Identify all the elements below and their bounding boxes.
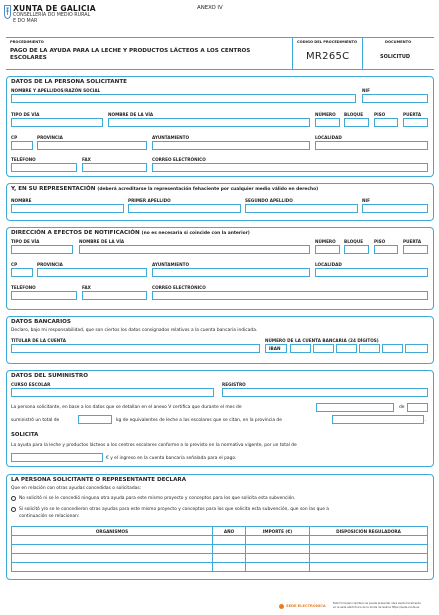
notif-email-field[interactable]: [152, 291, 428, 300]
table-cell[interactable]: [246, 536, 310, 545]
table-row: [12, 554, 428, 563]
code-label: CÓDIGO DEL PROCEDIMIENTO: [297, 40, 357, 44]
school-year-field[interactable]: [11, 388, 214, 397]
table-cell[interactable]: [12, 563, 213, 572]
school-year-label: CURSO ESCOLAR: [11, 382, 51, 387]
floor-label: PISO: [374, 112, 386, 117]
option-no-radio[interactable]: [11, 496, 16, 501]
notification-note: (no es necesaria si coincide con la anterior): [141, 231, 250, 236]
rep-name-label: NOMBRE: [11, 198, 32, 203]
table-header-organisms: ORGANISMOS: [12, 527, 213, 536]
year-field[interactable]: [407, 403, 428, 412]
table-cell[interactable]: [12, 536, 213, 545]
department-name: CONSELLERÍA DO MEDIO RURAL E DO MAR: [13, 13, 91, 24]
declaration-title: LA PERSONA SOLICITANTE O REPRESENTANTE DECLARA: [11, 477, 187, 483]
council-field[interactable]: [152, 141, 310, 150]
door-label: PUERTA: [403, 112, 422, 117]
phone-field[interactable]: [11, 163, 77, 172]
representative-note: (deberá acreditarse la representación fehaciente por cualquier medio válido en derecho): [97, 187, 319, 192]
table-row: [12, 536, 428, 545]
notif-road-name-field[interactable]: [79, 245, 310, 254]
table-cell[interactable]: [246, 554, 310, 563]
sede-label[interactable]: SEDE ELECTRÓNICA: [286, 604, 326, 608]
notif-road-type-field[interactable]: [11, 245, 73, 254]
procedure-label: PROCEDIMIENTO: [10, 40, 44, 44]
footer-text-2: en la sede electrónica de la Xunta de Galicia https://sede.xunta.es: [333, 606, 420, 609]
notif-door-field[interactable]: [403, 245, 428, 254]
option-yes-text-1: Sí solicitó y/o se le concedieron otras ayudas para este mismo proyecto y conceptos para los que solicita esta subvención, que son las que a: [19, 507, 329, 512]
notif-number-label: NÚMERO: [315, 239, 336, 244]
road-type-label: TIPO DE VÍA: [11, 112, 40, 117]
request-text-2: € y el ingreso en la cuenta bancaria señalada para el pago.: [106, 456, 237, 461]
locality-field[interactable]: [315, 141, 428, 150]
xunta-shield-icon: [4, 5, 11, 19]
road-name-field[interactable]: [108, 118, 310, 127]
notif-road-name-label: NOMBRE DE LA VÍA: [79, 239, 125, 244]
table-cell[interactable]: [12, 554, 213, 563]
notif-road-type-label: TIPO DE VÍA: [11, 239, 40, 244]
rep-surname2-label: SEGUNDO APELLIDO: [245, 198, 293, 203]
name-label: NOMBRE Y APELLIDOS/RAZÓN SOCIAL: [11, 88, 101, 93]
option-yes-text-2: continuación se relacionan:: [19, 514, 80, 519]
supply-text-2b: kg de equivalentes de leche a los escolares que se citan, en la provincia de: [116, 418, 282, 423]
request-text-1: La ayuda para la leche y productos lácteos a los centros escolares conforme a lo previsto en la normativa vigente, por un total de: [11, 443, 297, 448]
request-title: SOLICITA: [11, 432, 39, 438]
xunta-logo: [4, 4, 11, 18]
notif-fax-label: FAX: [82, 285, 91, 290]
province-label: PROVINCIA: [37, 135, 63, 140]
phone-label: TELÉFONO: [11, 157, 36, 162]
document-label: DOCUMENTO: [385, 40, 412, 44]
notif-locality-label: LOCALIDAD: [315, 262, 342, 267]
supply-text-2a: suministró un total de: [11, 418, 60, 423]
document-type: SOLICITUD: [380, 54, 411, 60]
notif-province-field[interactable]: [37, 268, 147, 277]
notif-phone-field[interactable]: [11, 291, 77, 300]
rep-name-field[interactable]: [11, 204, 124, 213]
procedure-divider-1: [292, 37, 293, 70]
cp-label: CP: [11, 135, 18, 140]
nif-field[interactable]: [362, 94, 428, 103]
supply-text-1: La persona solicitante, en base a los datos que se detallan en el anexo V certifica que durante el mes de: [11, 405, 242, 410]
procedure-name: PAGO DE LA AYUDA PARA LA LECHE Y PRODUCTOS LÁCTEOS A LOS CENTROS ESCOLARES: [10, 48, 251, 62]
option-yes-radio[interactable]: [11, 507, 16, 512]
account-label: NÚMERO DE LA CUENTA BANCARIA (24 DÍGITOS): [265, 338, 379, 343]
iban-label: IBAN: [269, 346, 281, 351]
register-field[interactable]: [222, 388, 428, 397]
annex-label: ANEXO IV: [197, 5, 223, 11]
locality-label: LOCALIDAD: [315, 135, 342, 140]
rep-surname2-field[interactable]: [245, 204, 358, 213]
option-no-text: No solicitó ni se le concedió ninguna otra ayuda para este mismo proyecto y conceptos para los que solicita esta subvención.: [19, 496, 296, 501]
rep-surname1-label: PRIMER APELLIDO: [128, 198, 171, 203]
table-header-year: AÑO: [213, 527, 246, 536]
table-header-row: [12, 527, 428, 536]
notification-title: [11, 231, 250, 237]
table-cell[interactable]: [213, 554, 246, 563]
notif-cp-label: CP: [11, 262, 18, 267]
notif-door-label: PUERTA: [403, 239, 422, 244]
supply-text-de: de: [399, 405, 405, 410]
notif-province-label: PROVINCIA: [37, 262, 63, 267]
rep-nif-label: NIF: [362, 198, 370, 203]
table-cell[interactable]: [213, 545, 246, 554]
holder-label: TITULAR DE LA CUENTA: [11, 338, 67, 343]
bank-declaration: Declaro, bajo mi responsabilidad, que son ciertos los datos consignados relativos a la cuenta bancaria indicada.: [11, 328, 258, 333]
council-label: AYUNTAMIENTO: [152, 135, 190, 140]
notification-title-text: DIRECCIÓN A EFECTOS DE NOTIFICACIÓN: [11, 230, 140, 236]
account-block-3[interactable]: [336, 344, 357, 353]
cp-field[interactable]: [11, 141, 33, 150]
province-supply-field[interactable]: [332, 415, 427, 424]
table-cell[interactable]: [213, 563, 246, 572]
table-cell[interactable]: [246, 545, 310, 554]
table-header-regulation: DISPOSICIÓN REGULADORA: [310, 527, 428, 536]
applicant-title: DATOS DE LA PERSONA SOLICITANTE: [11, 79, 127, 85]
procedure-divider-2: [362, 37, 363, 70]
notif-council-field[interactable]: [152, 268, 310, 277]
representative-title-text: Y, EN SU REPRESENTACIÓN: [11, 186, 96, 192]
table-cell[interactable]: [310, 536, 428, 545]
road-name-label: NOMBRE DE LA VÍA: [108, 112, 154, 117]
door-field[interactable]: [403, 118, 428, 127]
sede-icon: [279, 604, 284, 609]
logo-text: XUNTA DE GALICIA: [13, 4, 96, 13]
table-cell[interactable]: [246, 563, 310, 572]
month-field[interactable]: [316, 403, 394, 412]
total-amount-field[interactable]: [11, 453, 103, 462]
table-cell[interactable]: [310, 545, 428, 554]
notif-phone-label: TELÉFONO: [11, 285, 36, 290]
notif-council-label: AYUNTAMIENTO: [152, 262, 190, 267]
fax-label: FAX: [82, 157, 91, 162]
table-cell[interactable]: [310, 554, 428, 563]
holder-field[interactable]: [11, 344, 260, 353]
number-label: NÚMERO: [315, 112, 336, 117]
rep-surname1-field[interactable]: [128, 204, 241, 213]
fax-field[interactable]: [82, 163, 147, 172]
notif-block-field[interactable]: [344, 245, 369, 254]
name-field[interactable]: [11, 94, 356, 103]
account-block-5[interactable]: [382, 344, 403, 353]
nif-label: NIF: [362, 88, 370, 93]
table-row: [12, 563, 428, 572]
footer-text-1: Este formulario también se puede presentar obra electrónicamente: [333, 602, 421, 605]
block-field[interactable]: [344, 118, 369, 127]
account-block-4[interactable]: [359, 344, 380, 353]
rep-nif-field[interactable]: [362, 204, 428, 213]
account-block-1[interactable]: [290, 344, 311, 353]
table-cell[interactable]: [12, 545, 213, 554]
floor-field[interactable]: [374, 118, 398, 127]
email-label: CORREO ELECTRÓNICO: [152, 157, 206, 162]
table-cell[interactable]: [310, 563, 428, 572]
table-cell[interactable]: [213, 536, 246, 545]
representative-title: [11, 187, 318, 193]
block-label: BLOQUE: [344, 112, 364, 117]
declaration-question: Que en relación con otras ayudas concedidas o solicitadas:: [11, 486, 142, 491]
notif-fax-field[interactable]: [82, 291, 147, 300]
kg-field[interactable]: [78, 415, 112, 424]
account-block-2[interactable]: [313, 344, 334, 353]
notif-floor-field[interactable]: [374, 245, 398, 254]
notif-floor-label: PISO: [374, 239, 386, 244]
supply-text-2c: .: [425, 418, 427, 423]
table-header-amount: IMPORTE (€): [246, 527, 310, 536]
bank-title: DATOS BANCARIOS: [11, 319, 71, 325]
province-field[interactable]: [37, 141, 147, 150]
other-aid-table: [11, 526, 428, 572]
notif-email-label: CORREO ELECTRÓNICO: [152, 285, 206, 290]
road-type-field[interactable]: [11, 118, 103, 127]
notif-cp-field[interactable]: [11, 268, 33, 277]
table-row: [12, 545, 428, 554]
procedure-code: MR265C: [306, 51, 350, 62]
notif-block-label: BLOQUE: [344, 239, 364, 244]
number-field[interactable]: [315, 118, 340, 127]
supply-title: DATOS DEL SUMINISTRO: [11, 373, 88, 379]
email-field[interactable]: [152, 163, 428, 172]
register-label: REGISTRO: [222, 382, 246, 387]
notif-number-field[interactable]: [315, 245, 340, 254]
notif-locality-field[interactable]: [315, 268, 428, 277]
account-block-6[interactable]: [405, 344, 428, 353]
